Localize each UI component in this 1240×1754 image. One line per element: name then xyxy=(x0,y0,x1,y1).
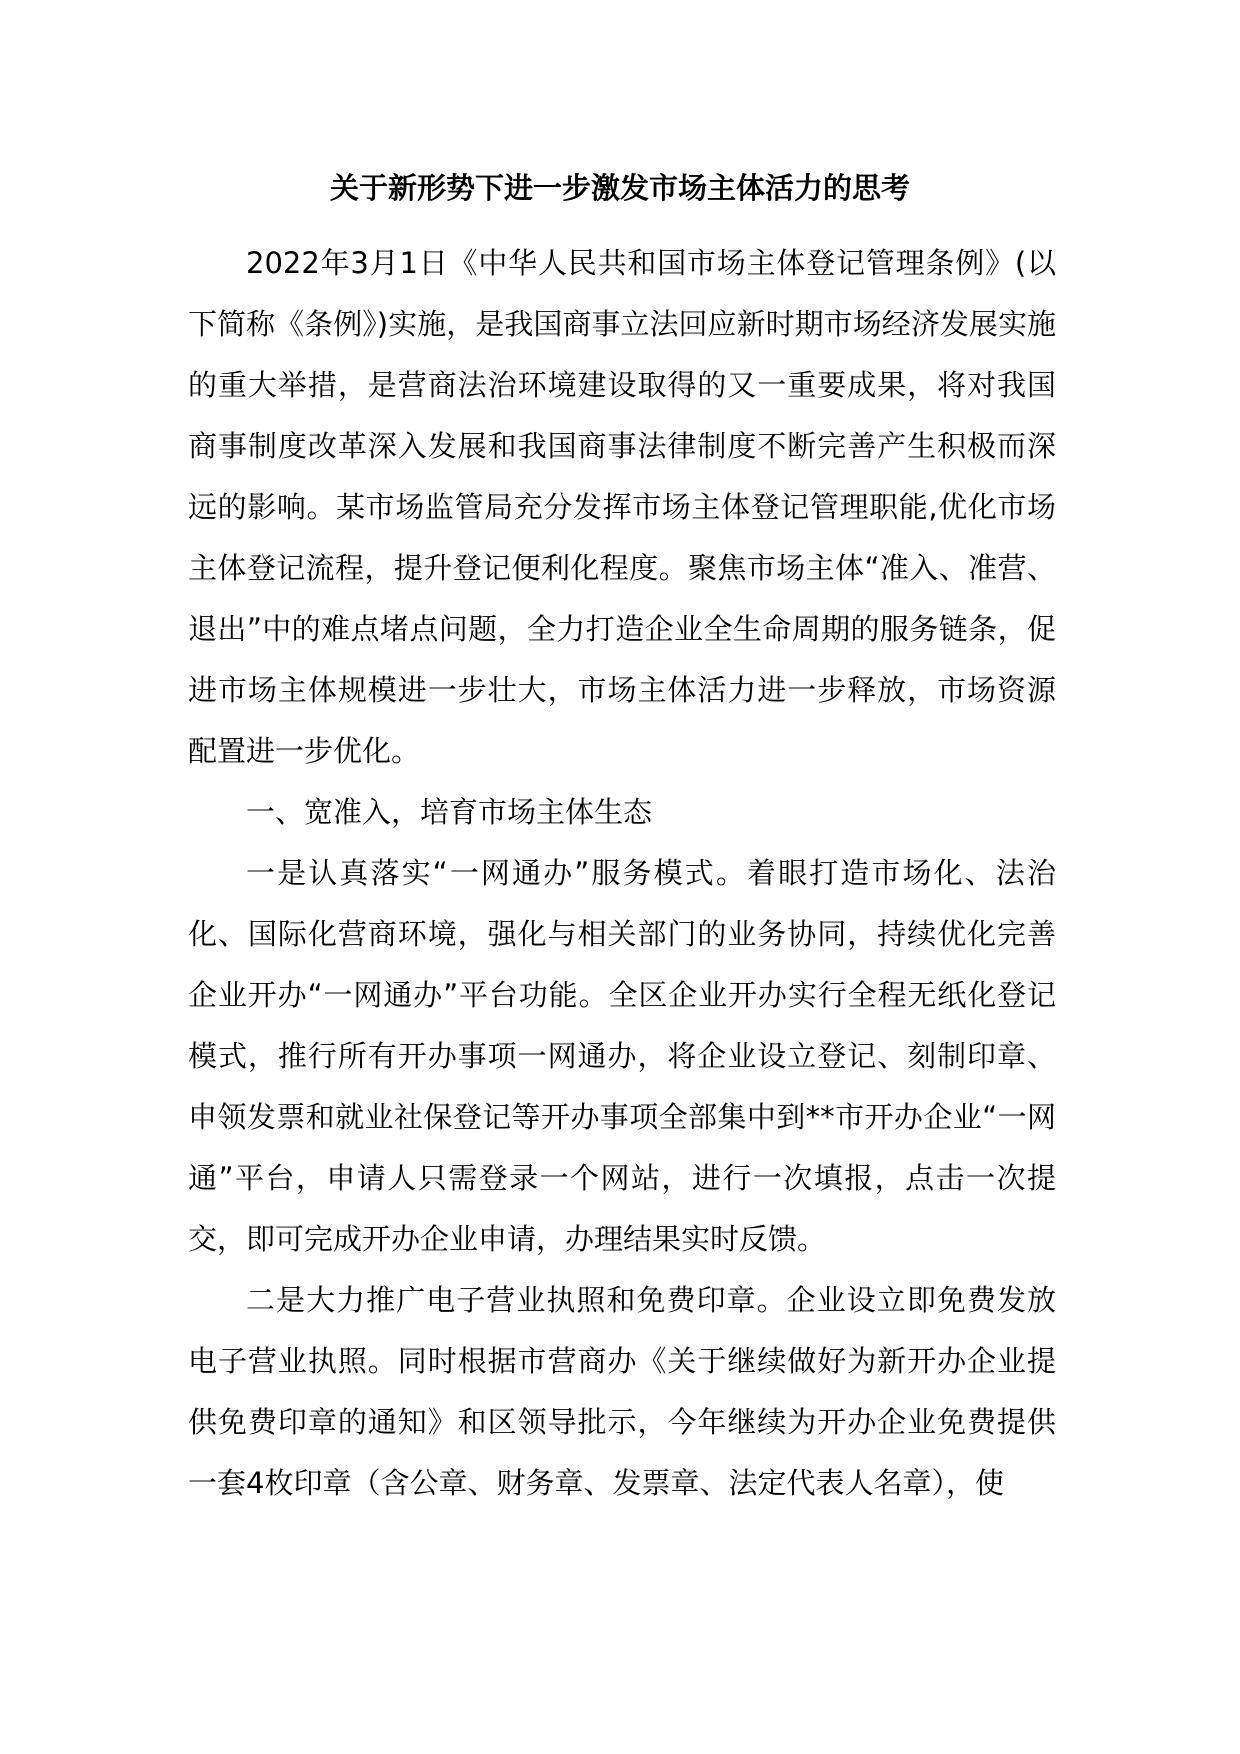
paragraph-intro: 2022年3月1日《中华人民共和国市场主体登记管理条例》(以下简称《条例》)实施，是我国商事立法回应新时期市场经济发展实施的重大举措，是营商法治环境建设取得的又一重要成果，将对我国商事制度改革深入发展和我国商事法律制度不断完善产生积极而深远的影响。某市场监管局充分发挥市场主体登记管理职能,优化市场主体登记流程，提升登记便利化程度。聚焦市场主体“准入、准营、退出”中的难点堵点问题，全力打造企业全生命周期的服务链条，促进市场主体规模进一步壮大，市场主体活力进一步释放，市场资源配置进一步优化。 xyxy=(188,246,1056,768)
document-body xyxy=(188,233,1056,1514)
paragraph-one-network: 一是认真落实“一网通办”服务模式。着眼打造市场化、法治化、国际化营商环境，强化与相关部门的业务协同，持续优化完善企业开办“一网通办”平台功能。全区企业开办实行全程无纸化登记模式，推行所有开办事项一网通办，将企业设立登记、刻制印章、申领发票和就业社保登记等开办事项全部集中到**市开办企业“一网通”平台，申请人只需登录一个网站，进行一次填报，点击一次提交，即可完成开办企业申请，办理结果实时反馈。 xyxy=(188,856,1056,1256)
document-title: 关于新形势下进一步激发市场主体活力的思考 xyxy=(329,171,910,205)
paragraph-e-license: 二是大力推广电子营业执照和免费印章。企业设立即免费发放电子营业执照。同时根据市营商办《关于继续做好为新开办企业提供免费印章的通知》和区领导批示，今年继续为开办企业免费提供一套4枚印章（含公章、财务章、发票章、法定代表人名章），使 xyxy=(188,1283,1056,1500)
section-heading-1: 一、宽准入，培育市场主体生态 xyxy=(246,795,653,829)
